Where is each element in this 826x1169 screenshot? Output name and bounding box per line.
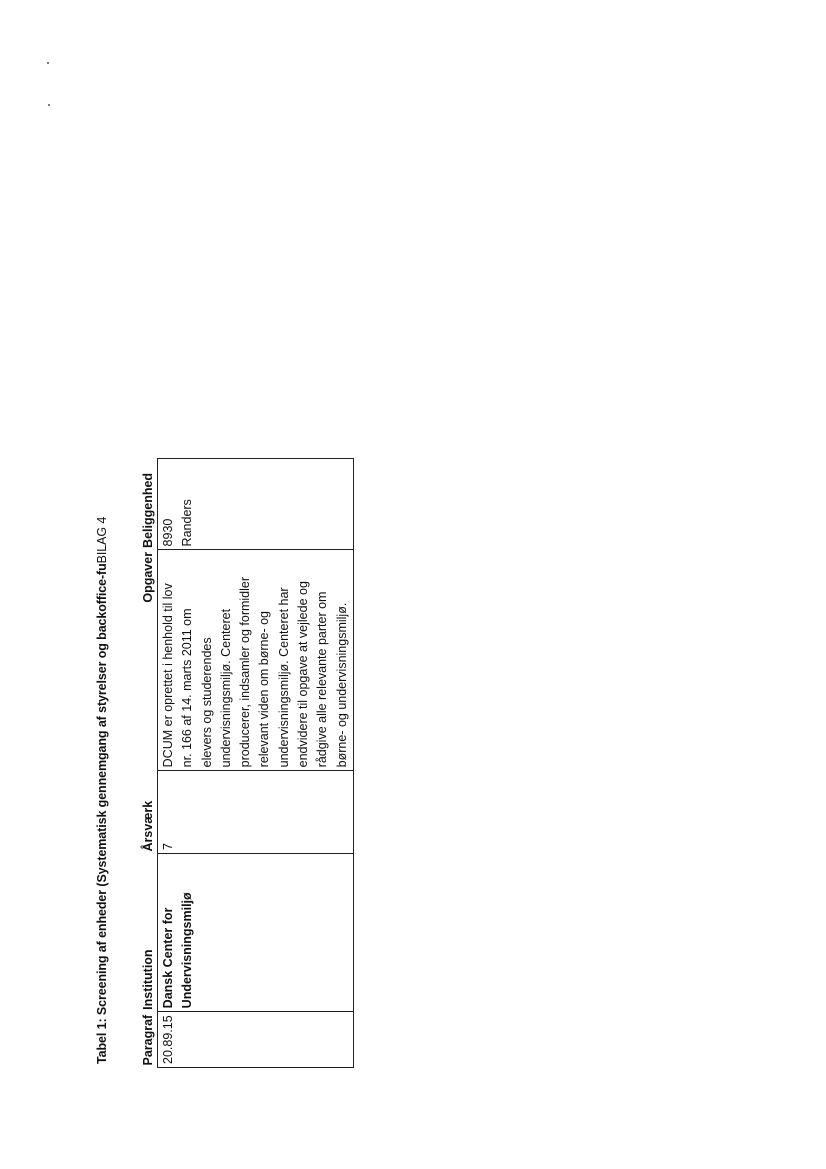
bilag-label: BILAG 4: [95, 516, 109, 564]
scan-speck: [47, 62, 49, 64]
header-institution: Institution: [141, 949, 155, 1010]
opgaver-line: endvidere til opgave at vejlede og: [296, 581, 311, 768]
table-caption: [95, 517, 109, 1064]
opgaver-line: rådgive alle relevante parter om: [315, 591, 330, 768]
table-caption-text: Tabel 1: Screening af enheder (Systematisk gennemgang af styrelser og backoffice-fu: [95, 563, 109, 1064]
institution-line: Dansk Center for: [161, 907, 175, 1009]
cell-opgaver: [158, 550, 354, 771]
opgaver-line: producerer, indsamler og formidler: [238, 576, 253, 768]
cell-institution: [158, 854, 354, 1012]
header-opgaver: Opgaver: [141, 551, 155, 603]
screening-table: [141, 458, 354, 1068]
cell-paragraf: 20.89.15: [158, 1012, 354, 1068]
opgaver-line: elevers og studerendes: [199, 637, 214, 768]
opgaver-line: DCUM er oprettet i henhold til lov: [161, 583, 175, 768]
beliggenhed-line: Randers: [180, 499, 195, 547]
header-arsvaerk: Årsværk: [141, 800, 155, 852]
header-paragraf: Paragraf: [141, 1014, 155, 1066]
rotated-page-content: [95, 458, 375, 1068]
cell-arsvaerk: 7: [158, 771, 354, 854]
opgaver-line: nr. 166 af 14. marts 2011 om: [180, 608, 195, 768]
table-row: [158, 459, 354, 1068]
cell-beliggenhed: [158, 459, 354, 550]
beliggenhed-line: 8930: [161, 518, 175, 547]
scan-speck: [48, 104, 50, 106]
table-header-row: [141, 459, 158, 1068]
opgaver-line: relevant viden om børne- og: [257, 611, 272, 768]
opgaver-line: børne- og undervisningsmiljø.: [334, 602, 349, 768]
institution-line: Undervisningsmiljø: [180, 892, 195, 1009]
opgaver-line: undervisningsmiljø. Centeret: [218, 608, 233, 768]
header-beliggenhed: Beliggenhed: [141, 472, 155, 548]
opgaver-line: undervisningsmiljø. Centeret har: [276, 587, 291, 768]
